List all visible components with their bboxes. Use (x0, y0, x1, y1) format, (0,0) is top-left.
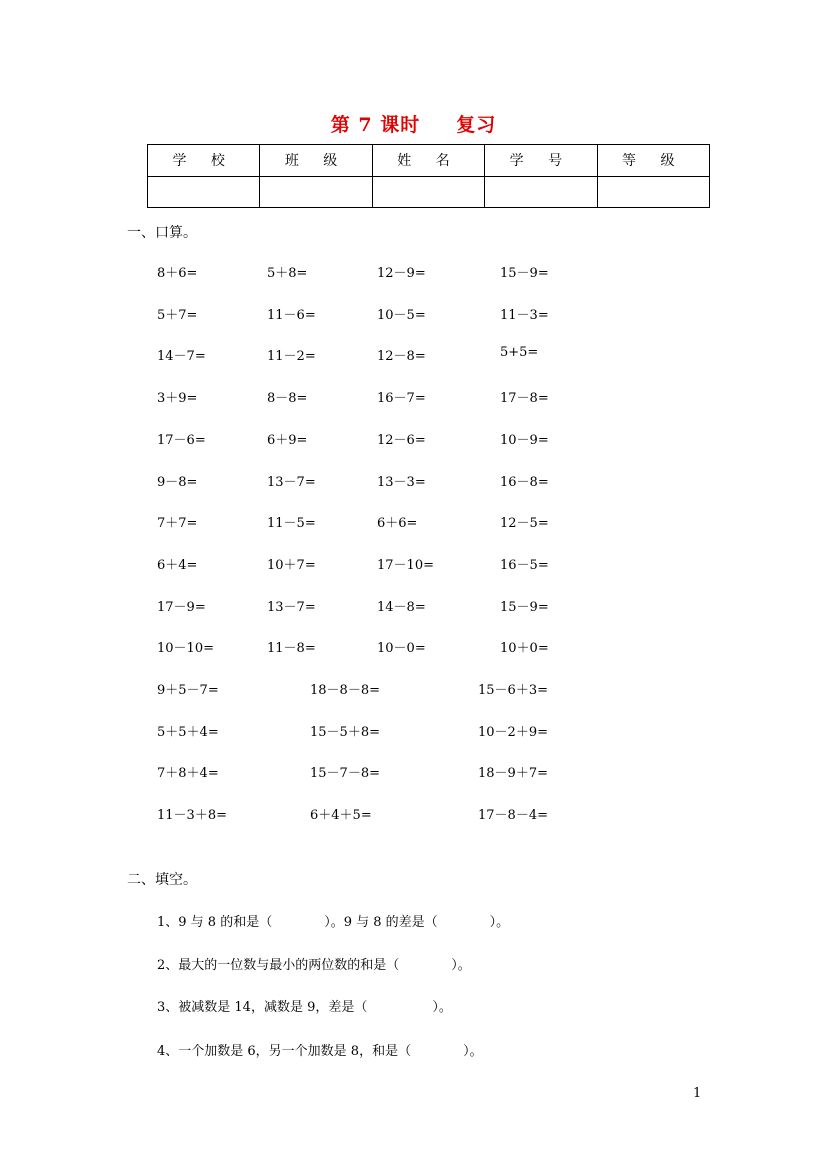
info-blank-row (148, 176, 710, 208)
cell-class[interactable] (260, 176, 372, 208)
header-class: 班 级 (260, 145, 372, 177)
fill-item-1: 1、9 与 8 的和是（ ）。9 与 8 的差是（ ）。 (157, 915, 510, 930)
math-problem: 15－9= (500, 600, 549, 615)
math-problem: 14－7= (157, 349, 206, 364)
math-problem: 11－3= (500, 308, 549, 323)
math-problem: 10＋0= (500, 641, 549, 656)
math-problem: 3＋9= (157, 391, 198, 406)
cell-name[interactable] (372, 176, 484, 208)
math-problem: 6＋4= (157, 558, 198, 573)
math-problem: 18－9＋7= (478, 766, 548, 781)
math-problem: 9－8= (157, 475, 198, 490)
info-header-row (148, 145, 710, 177)
section2-heading: 二、填空。 (127, 872, 197, 888)
lesson-topic: 复习 (456, 114, 497, 136)
math-problem: 15－9= (500, 266, 549, 281)
fill-item-3: 3、被减数是 14，减数是 9，差是（ ）。 (157, 1000, 452, 1015)
header-grade: 等 级 (597, 145, 709, 177)
math-problem: 15－6＋3= (478, 683, 548, 698)
math-problem: 9＋5－7= (157, 683, 219, 698)
math-problem: 18－8－8= (310, 683, 380, 698)
math-problem: 12－8= (377, 349, 426, 364)
math-problem: 7＋8＋4= (157, 766, 219, 781)
header-student-id: 学 号 (485, 145, 597, 177)
math-problem: 13－3= (377, 475, 426, 490)
math-problem: 6＋6= (377, 516, 418, 531)
math-problem: 16－5= (500, 558, 549, 573)
math-problem: 15－5＋8= (310, 725, 380, 740)
math-problem: 13－7= (267, 475, 316, 490)
cell-grade[interactable] (597, 176, 709, 208)
math-problem: 11－2= (267, 349, 316, 364)
math-problem: 16－8= (500, 475, 549, 490)
math-problem: 8＋6= (157, 266, 198, 281)
fill-item-4: 4、一个加数是 6，另一个加数是 8，和是（ ）。 (157, 1044, 483, 1059)
page-number: 1 (693, 1086, 702, 1101)
math-problem: 10－5= (377, 308, 426, 323)
math-problem: 8－8= (267, 391, 308, 406)
math-problem: 17－10= (377, 558, 434, 573)
math-problem: 12－5= (500, 516, 549, 531)
fill-item-2: 2、最大的一位数与最小的两位数的和是（ ）。 (157, 958, 471, 973)
page-title (0, 110, 827, 137)
math-problem: 7＋7= (157, 516, 198, 531)
math-problem: 17－9= (157, 600, 206, 615)
student-info-table (147, 144, 710, 208)
math-problem: 5＋8= (267, 266, 308, 281)
math-problem: 11－6= (267, 308, 316, 323)
math-problem: 17－8－4= (478, 808, 548, 823)
math-problem: 10－9= (500, 433, 549, 448)
math-problem: 16－7= (377, 391, 426, 406)
math-problem: 12－9= (377, 266, 426, 281)
math-problem: 6＋4＋5= (310, 808, 372, 823)
math-problem: 6＋9= (267, 433, 308, 448)
math-problem: 5＋5＋4= (157, 725, 219, 740)
header-school: 学 校 (148, 145, 260, 177)
math-problem: 10－2＋9= (478, 725, 548, 740)
cell-student-id[interactable] (485, 176, 597, 208)
math-problem: 17－8= (500, 391, 549, 406)
math-problem: 14－8= (377, 600, 426, 615)
math-problem: 11－8= (267, 641, 316, 656)
math-problem: 15－7－8= (310, 766, 380, 781)
math-problem: 10＋7= (267, 558, 316, 573)
math-problem: 11－5= (267, 516, 316, 531)
cell-school[interactable] (148, 176, 260, 208)
math-problem: 10－10= (157, 641, 214, 656)
math-problem: 5＋7= (157, 308, 198, 323)
math-problem: 13－7= (267, 600, 316, 615)
math-problem: 11－3＋8= (157, 808, 227, 823)
section1-heading: 一、口算。 (127, 225, 197, 241)
math-problem: 5+5= (500, 345, 539, 360)
lesson-number: 第 7 课时 (330, 114, 421, 136)
math-problem: 10－0= (377, 641, 426, 656)
header-name: 姓 名 (372, 145, 484, 177)
math-problem: 17－6= (157, 433, 206, 448)
math-problem: 12－6= (377, 433, 426, 448)
